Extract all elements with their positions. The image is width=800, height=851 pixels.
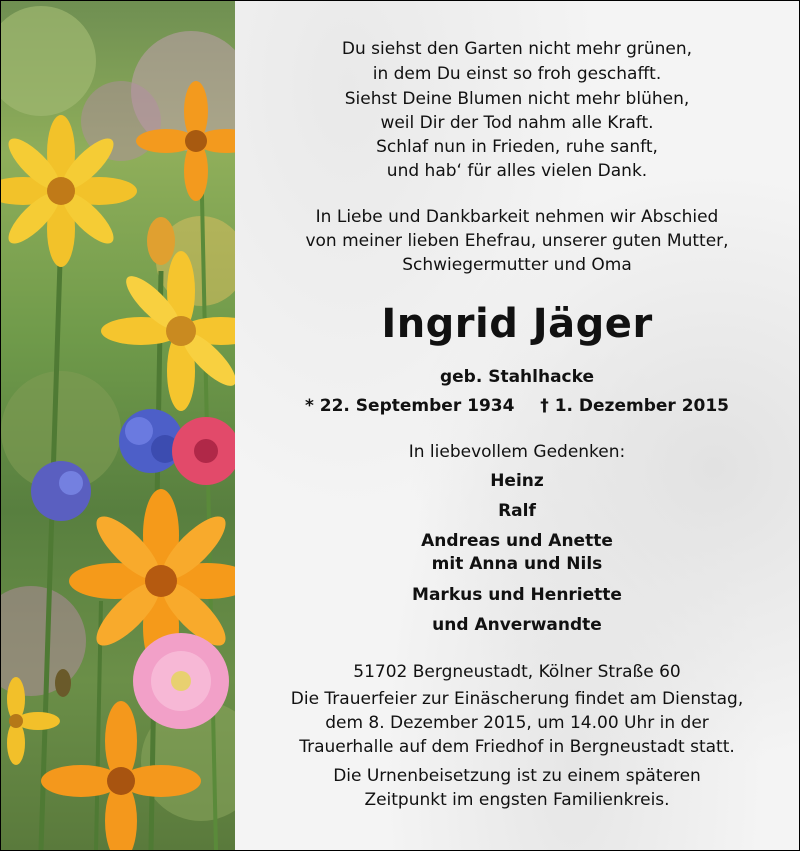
deceased-name: Ingrid Jäger <box>381 301 653 347</box>
obituary-text-panel <box>235 1 799 850</box>
poem-line: und hab‘ für alles vielen Dank. <box>386 161 648 181</box>
service-line: Trauerhalle auf dem Friedhof in Bergneustadt statt. <box>299 737 735 757</box>
mourner-name: mit Anna und Nils <box>431 554 603 574</box>
service-line: Die Trauerfeier zur Einäscherung findet am Dienstag, <box>290 689 744 709</box>
burial-line: Die Urnenbeisetzung ist zu einem späteren <box>333 766 701 786</box>
birth-date: * 22. September 1934 <box>304 396 515 416</box>
address: 51702 Bergneustadt, Kölner Straße 60 <box>353 662 681 682</box>
mourner-name: Ralf <box>498 501 536 521</box>
service-line: dem 8. Dezember 2015, um 14.00 Uhr in der <box>325 713 709 733</box>
death-date: † 1. Dezember 2015 <box>540 396 730 416</box>
poem-line: Du siehst den Garten nicht mehr grünen, <box>341 39 693 59</box>
mourner-name: und Anverwandte <box>432 615 602 635</box>
intro-line: von meiner lieben Ehefrau, unserer guten Mutter, <box>305 231 729 251</box>
poem-line: in dem Du einst so froh geschafft. <box>372 64 662 84</box>
intro-line: In Liebe und Dankbarkeit nehmen wir Abschied <box>315 207 719 227</box>
mourners-intro: In liebevollem Gedenken: <box>408 442 626 462</box>
intro-line: Schwiegermutter und Oma <box>402 255 632 275</box>
poem-line: Siehst Deine Blumen nicht mehr blühen, <box>344 89 690 109</box>
flower-meadow-image <box>1 1 235 850</box>
flower-illustration <box>1 1 235 850</box>
poem-line: Schlaf nun in Frieden, ruhe sanft, <box>376 137 658 157</box>
poem-line: weil Dir der Tod nahm alle Kraft. <box>380 113 654 133</box>
birth-name: geb. Stahlhacke <box>439 367 595 387</box>
mourner-name: Andreas und Anette <box>421 531 613 551</box>
burial-line: Zeitpunkt im engsten Familienkreis. <box>364 790 670 810</box>
mourner-name: Heinz <box>490 471 544 491</box>
life-dates <box>235 396 799 416</box>
mourner-name: Markus und Henriette <box>412 585 622 605</box>
